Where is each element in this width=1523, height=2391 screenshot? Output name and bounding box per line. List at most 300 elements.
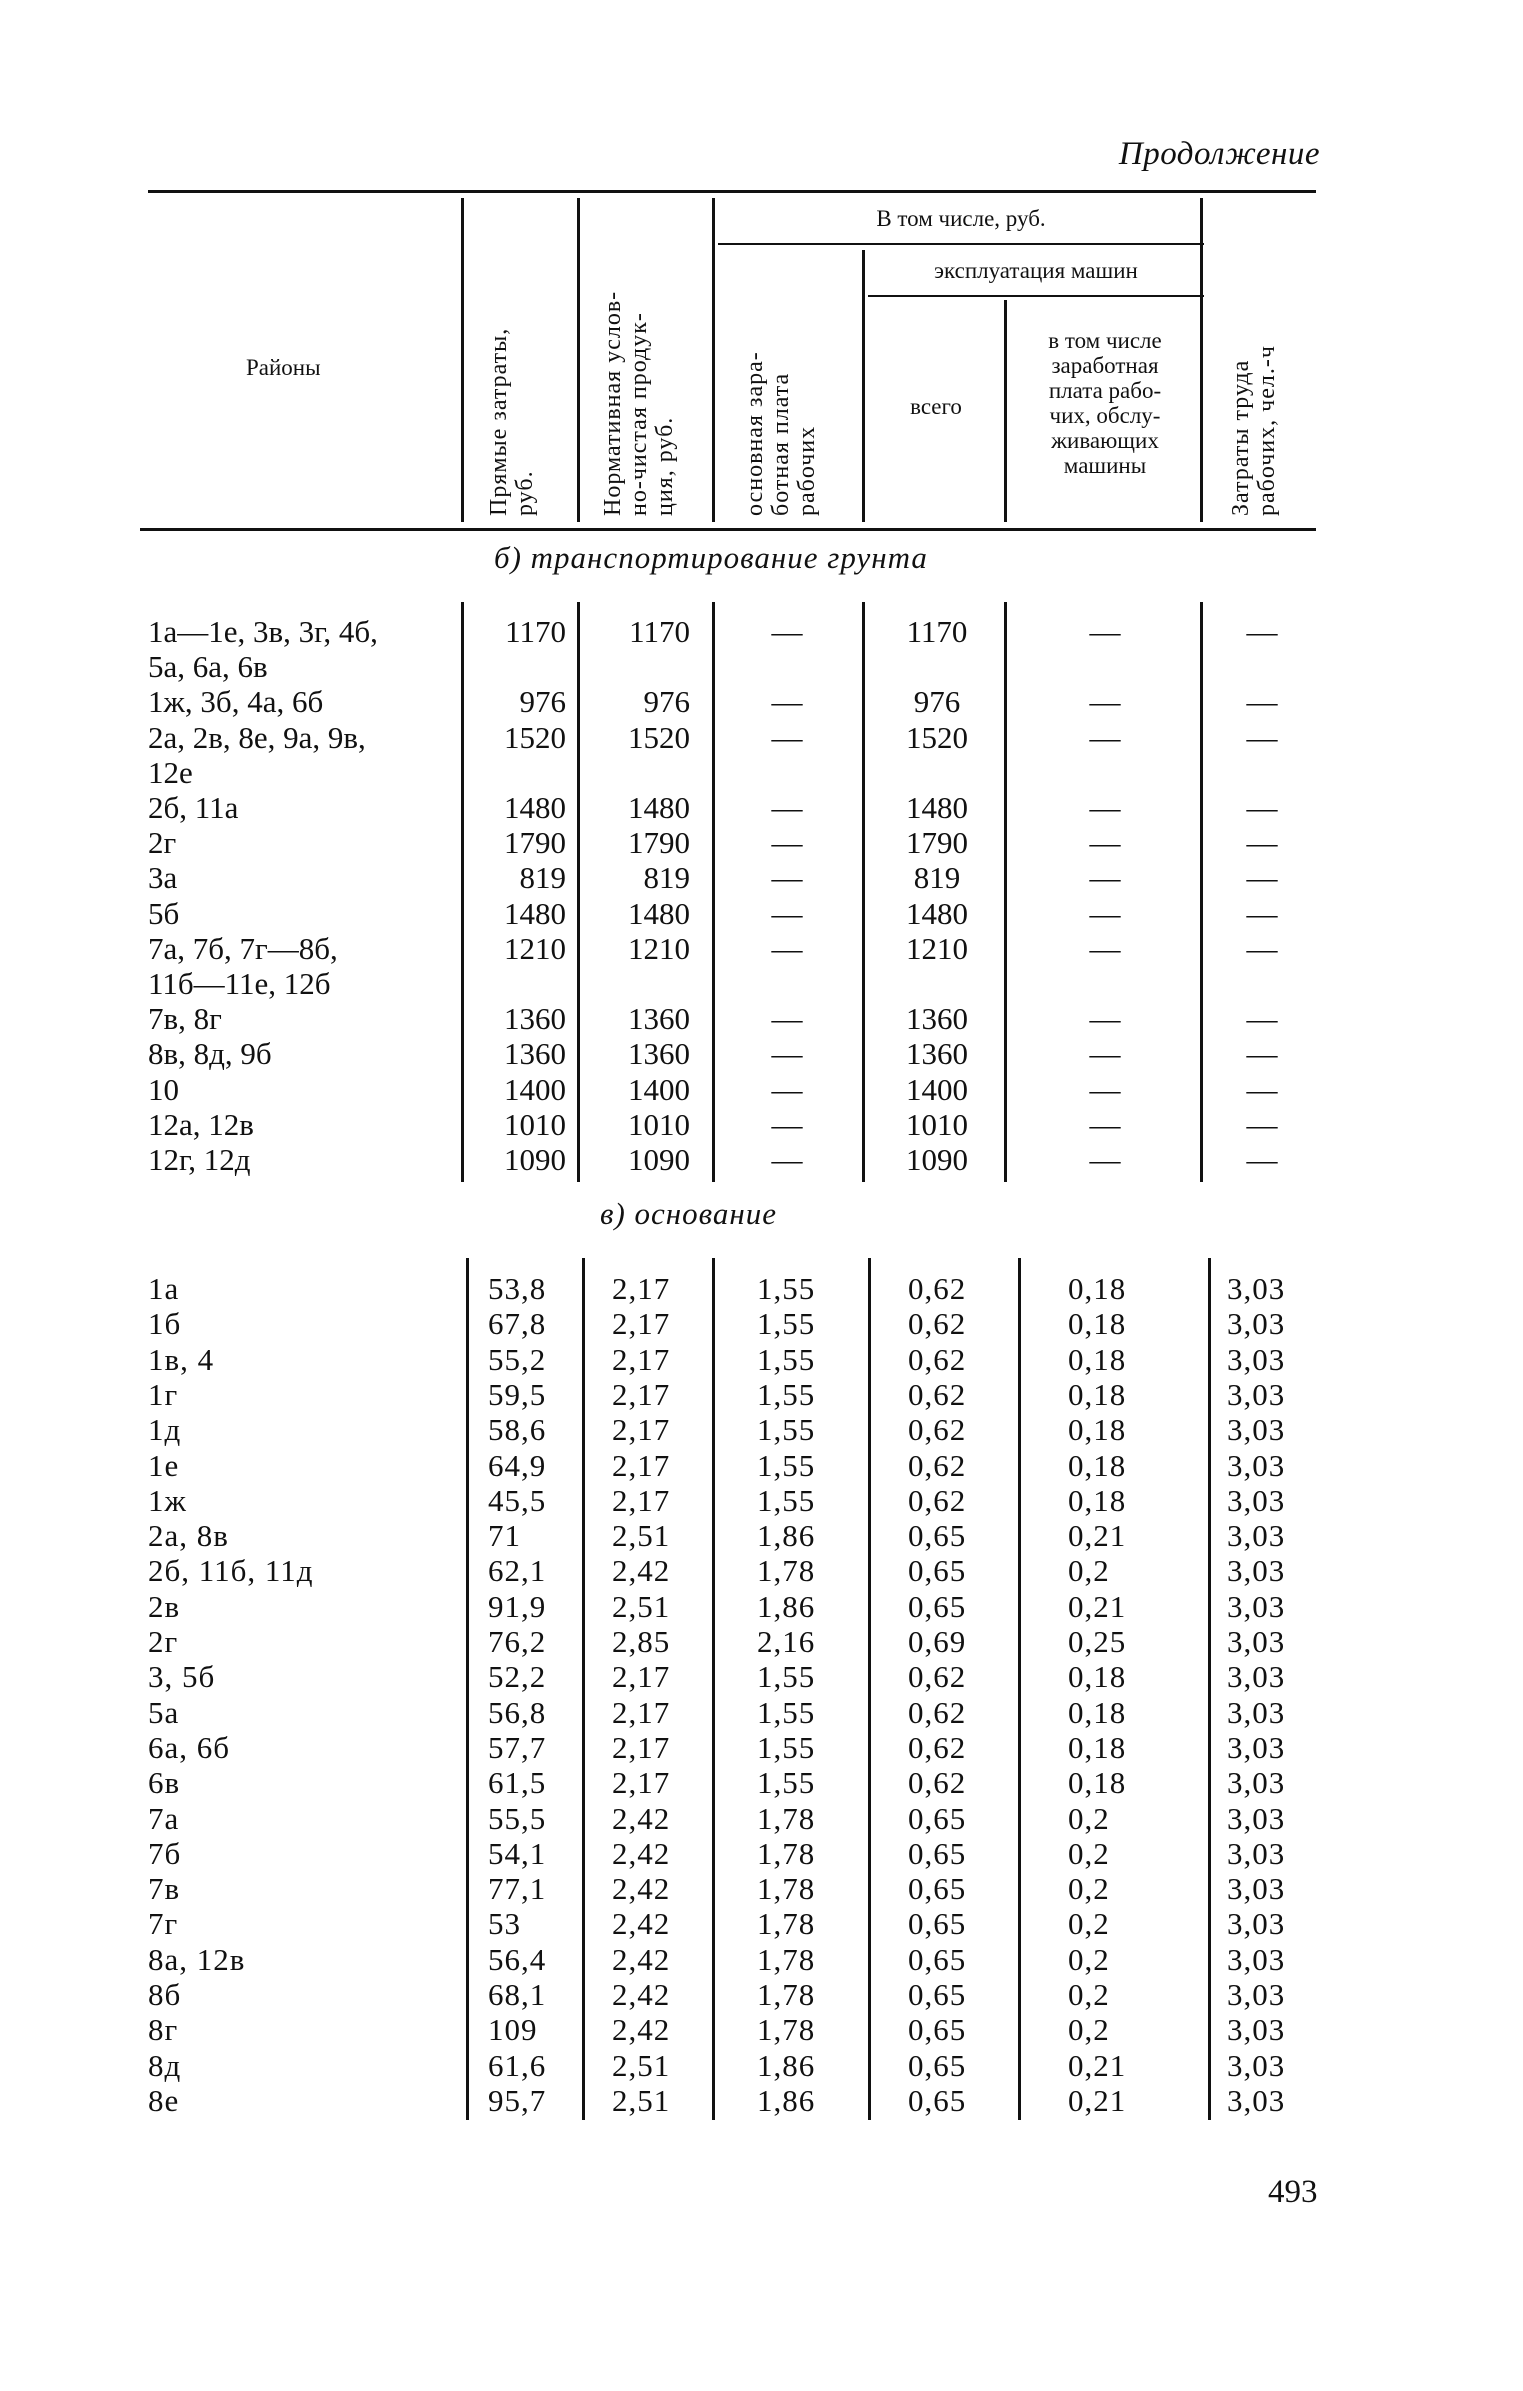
table-row [0,1448,1523,1484]
base-wage-cell: 1,86 [757,2082,816,2118]
normative-production-cell: 1520 [628,719,690,755]
direct-costs-cell: 1400 [504,1071,566,1107]
machine-wage-cell: — [1089,1142,1121,1177]
normative-production-cell: 1360 [628,1001,690,1037]
page-number: 493 [1268,2174,1318,2210]
labor-costs-cell: — [1246,1142,1278,1177]
machine-total-cell: 976 [913,684,961,720]
continued-label: Продолжение [1118,136,1320,172]
header-regions: Районы [246,355,321,380]
region-cell: 2г [148,1624,179,1659]
table-row [0,1765,1523,1801]
base-wage-cell: 1,55 [757,1271,816,1306]
section-b-title: б) транспортирование грунта [494,540,928,575]
region-cell: 2а, 8в [148,1518,229,1554]
normative-production-cell: 1400 [628,1071,690,1107]
normative-production-cell: 2,42 [612,1906,671,1942]
normative-production-cell: 2,17 [612,1306,671,1342]
labor-costs-cell: 3,03 [1227,1376,1286,1412]
region-cell: 2а, 2в, 8е, 9а, 9в, [148,719,366,755]
region-cell: 12а, 12в [148,1106,254,1142]
normative-production-cell: 2,42 [612,2012,671,2048]
normative-production-cell: 2,42 [612,1835,671,1871]
direct-costs-cell: 1170 [505,614,566,649]
direct-costs-cell: 52,2 [488,1659,547,1695]
machine-total-cell: 0,62 [908,1341,967,1377]
region-cell: 7а [148,1800,180,1836]
table-row [0,1342,1523,1378]
normative-production-cell: 1790 [628,825,690,861]
base-wage-cell: 1,55 [757,1765,816,1801]
direct-costs-cell: 1090 [504,1142,566,1177]
table-row [0,1036,1523,1072]
labor-costs-cell: — [1246,614,1278,649]
base-wage-cell: 1,55 [757,1659,816,1695]
table-row [0,1553,1523,1589]
machine-wage-cell: 0,2 [1068,1800,1110,1836]
labor-costs-cell: 3,03 [1227,1835,1286,1871]
table-row [0,860,1523,896]
base-wage-cell: — [771,1142,803,1177]
machine-total-cell: 0,65 [908,2047,967,2083]
machine-total-cell: 1520 [906,719,968,755]
section-v-title: в) основание [600,1196,778,1231]
machine-total-cell: 0,65 [908,1941,967,1977]
region-cell: 1д [148,1412,182,1448]
base-wage-cell: — [771,1036,803,1072]
machine-wage-cell: 0,18 [1068,1765,1127,1801]
machine-total-cell: 0,62 [908,1306,967,1342]
machine-total-cell: 0,65 [908,1588,967,1624]
table-row [0,1942,1523,1978]
machine-total-cell: 0,62 [908,1694,967,1730]
machine-wage-cell: 0,2 [1068,1871,1110,1907]
normative-production-cell: 2,42 [612,1800,671,1836]
labor-costs-cell: 3,03 [1227,2012,1286,2048]
machine-total-cell: 0,65 [908,1835,967,1871]
table-row [0,755,1523,791]
header-separator-4 [862,250,865,522]
table-row [0,1801,1523,1837]
region-cell: 12е [148,754,193,790]
table-row [0,1001,1523,1037]
base-wage-cell: 1,86 [757,1588,816,1624]
normative-production-cell: 2,17 [612,1729,671,1765]
region-cell: 7в [148,1871,181,1907]
machine-wage-cell: 0,21 [1068,2082,1127,2118]
machine-total-cell: 1480 [906,895,968,931]
table-row [0,1377,1523,1413]
normative-production-cell: 2,51 [612,1588,671,1624]
machine-wage-cell: — [1089,614,1121,649]
machine-wage-cell: — [1089,860,1121,896]
normative-production-cell: 2,17 [612,1412,671,1448]
machine-total-cell: 0,65 [908,1553,967,1589]
labor-costs-cell: 3,03 [1227,1271,1286,1306]
region-cell: 10 [148,1071,179,1107]
normative-production-cell: 1170 [629,614,690,649]
labor-costs-cell: — [1246,1071,1278,1107]
machine-total-cell: 1480 [906,790,968,825]
region-cell: 5а, 6а, 6в [148,649,268,685]
header-bottom-rule [140,528,1316,531]
base-wage-cell: 1,78 [757,1800,816,1836]
machine-wage-cell: 0,18 [1068,1412,1127,1448]
machine-wage-cell: — [1089,930,1121,966]
labor-costs-cell: 3,03 [1227,1482,1286,1518]
header-separator-2 [577,198,580,522]
direct-costs-cell: 68,1 [488,1977,547,2012]
region-cell: 8е [148,2082,180,2118]
base-wage-cell: — [771,1106,803,1142]
including-underline [718,243,1204,245]
direct-costs-cell: 71 [488,1518,521,1554]
machine-total-cell: 0,69 [908,1624,967,1659]
base-wage-cell: 1,78 [757,1941,816,1977]
machine-total-cell: 1360 [906,1001,968,1037]
table-row [0,1518,1523,1554]
base-wage-cell: — [771,895,803,931]
labor-costs-cell: — [1246,895,1278,931]
region-cell: 7в, 8г [148,1001,222,1037]
machine-underline [868,295,1204,297]
labor-costs-cell: 3,03 [1227,1729,1286,1765]
region-cell: 12г, 12д [148,1142,251,1177]
base-wage-cell: — [771,790,803,825]
machine-wage-cell: 0,18 [1068,1729,1127,1765]
region-cell: 6а, 6б [148,1729,231,1765]
header-including-wage: в том числе заработная плата рабо- чих, обслу- живающих машины [1048,328,1162,478]
header-separator-3 [712,198,715,522]
direct-costs-cell: 54,1 [488,1835,547,1871]
normative-production-cell: 2,51 [612,1518,671,1554]
table-row [0,1107,1523,1143]
base-wage-cell: 1,55 [757,1341,816,1377]
region-cell: 1ж [148,1482,187,1518]
table-row [0,1977,1523,2013]
table-row [0,614,1523,650]
machine-total-cell: 1210 [906,930,968,966]
machine-wage-cell: 0,18 [1068,1376,1127,1412]
labor-costs-cell: 3,03 [1227,2082,1286,2118]
machine-wage-cell: 0,18 [1068,1659,1127,1695]
base-wage-cell: — [771,684,803,720]
machine-total-cell: 0,62 [908,1271,967,1306]
region-cell: 6в [148,1765,181,1801]
region-cell: 3, 5б [148,1659,216,1695]
labor-costs-cell: — [1246,1001,1278,1037]
base-wage-cell: — [771,860,803,896]
direct-costs-cell: 61,5 [488,1765,547,1801]
region-cell: 8в, 8д, 9б [148,1036,272,1072]
labor-costs-cell: 3,03 [1227,1588,1286,1624]
normative-production-cell: 2,17 [612,1694,671,1730]
table-row [0,684,1523,720]
machine-total-cell: 0,65 [908,1800,967,1836]
normative-production-cell: 1480 [628,790,690,825]
header-direct-costs: Прямые затраты, руб. [486,327,538,516]
header-total: всего [910,394,962,419]
direct-costs-cell: 77,1 [488,1871,547,1907]
machine-total-cell: 1010 [906,1106,968,1142]
base-wage-cell: — [771,719,803,755]
region-cell: 11б—11е, 12б [148,966,331,1001]
region-cell: 2в [148,1588,181,1624]
normative-production-cell: 2,51 [612,2082,671,2118]
table-row [0,1412,1523,1448]
base-wage-cell: 1,78 [757,1906,816,1942]
base-wage-cell: 1,78 [757,1977,816,2012]
normative-production-cell: 2,42 [612,1941,671,1977]
direct-costs-cell: 91,9 [488,1588,547,1624]
base-wage-cell: 1,78 [757,2012,816,2048]
machine-wage-cell: — [1089,684,1121,720]
normative-production-cell: 1090 [628,1142,690,1177]
base-wage-cell: 1,55 [757,1412,816,1448]
base-wage-cell: 1,78 [757,1871,816,1907]
machine-total-cell: 1400 [906,1071,968,1107]
table-row [0,1072,1523,1108]
machine-wage-cell: — [1089,825,1121,861]
base-wage-cell: 1,78 [757,1835,816,1871]
normative-production-cell: 2,42 [612,1871,671,1907]
table-row [0,2012,1523,2048]
region-cell: 7а, 7б, 7г—8б, [148,930,338,966]
normative-production-cell: 2,17 [612,1376,671,1412]
labor-costs-cell: 3,03 [1227,1447,1286,1483]
table-row [0,1836,1523,1872]
direct-costs-cell: 1360 [504,1001,566,1037]
labor-costs-cell: — [1246,719,1278,755]
machine-wage-cell: — [1089,1106,1121,1142]
machine-wage-cell: 0,21 [1068,1588,1127,1624]
direct-costs-cell: 1480 [504,895,566,931]
normative-production-cell: 2,17 [612,1447,671,1483]
machine-total-cell: 0,62 [908,1765,967,1801]
machine-wage-cell: 0,21 [1068,2047,1127,2083]
normative-production-cell: 2,17 [612,1659,671,1695]
machine-total-cell: 0,65 [908,1518,967,1554]
direct-costs-cell: 62,1 [488,1553,547,1589]
labor-costs-cell: 3,03 [1227,1306,1286,1342]
direct-costs-cell: 1210 [504,930,566,966]
region-cell: 8а, 12в [148,1941,246,1977]
normative-production-cell: 2,42 [612,1977,671,2012]
normative-production-cell: 976 [643,684,690,720]
labor-costs-cell: — [1246,825,1278,861]
direct-costs-cell: 55,2 [488,1341,547,1377]
base-wage-cell: — [771,614,803,649]
direct-costs-cell: 59,5 [488,1376,547,1412]
machine-wage-cell: 0,2 [1068,2012,1110,2048]
machine-total-cell: 0,65 [908,1906,967,1942]
normative-production-cell: 1360 [628,1036,690,1072]
labor-costs-cell: 3,03 [1227,1694,1286,1730]
machine-wage-cell: — [1089,1001,1121,1037]
normative-production-cell: 819 [643,860,690,896]
base-wage-cell: 1,78 [757,1553,816,1589]
machine-total-cell: 0,62 [908,1412,967,1448]
labor-costs-cell: 3,03 [1227,1871,1286,1907]
region-cell: 7г [148,1906,179,1942]
table-row [0,1906,1523,1942]
base-wage-cell: 1,55 [757,1729,816,1765]
labor-costs-cell: 3,03 [1227,1553,1286,1589]
table-row [0,1871,1523,1907]
region-cell: 8г [148,2012,179,2048]
labor-costs-cell: 3,03 [1227,1624,1286,1659]
machine-wage-cell: — [1089,719,1121,755]
direct-costs-cell: 1010 [504,1106,566,1142]
table-row [0,931,1523,967]
region-cell: 1а—1е, 3в, 3г, 4б, [148,614,378,649]
base-wage-cell: 1,55 [757,1376,816,1412]
labor-costs-cell: — [1246,684,1278,720]
table-row [0,825,1523,861]
machine-wage-cell: 0,2 [1068,1977,1110,2012]
machine-total-cell: 0,62 [908,1659,967,1695]
region-cell: 2г [148,825,177,861]
base-wage-cell: 1,86 [757,1518,816,1554]
machine-wage-cell: 0,2 [1068,1553,1110,1589]
region-cell: 2б, 11а [148,790,239,825]
header-machine-operation: эксплуатация машин [934,258,1138,283]
machine-total-cell: 0,62 [908,1482,967,1518]
header-separator-1 [461,198,464,522]
machine-total-cell: 1360 [906,1036,968,1072]
machine-total-cell: 0,65 [908,2082,967,2118]
base-wage-cell: — [771,1001,803,1037]
base-wage-cell: 1,86 [757,2047,816,2083]
region-cell: 3а [148,860,178,896]
labor-costs-cell: 3,03 [1227,1765,1286,1801]
region-cell: 5а [148,1694,180,1730]
region-cell: 1е [148,1447,180,1483]
labor-costs-cell: — [1246,860,1278,896]
machine-total-cell: 0,62 [908,1376,967,1412]
normative-production-cell: 2,51 [612,2047,671,2083]
header-normative-production: Нормативная услов- но-чистая продук- ция, руб. [600,290,678,516]
machine-total-cell: 1090 [906,1142,968,1177]
labor-costs-cell: 3,03 [1227,1800,1286,1836]
region-cell: 8б [148,1977,182,2012]
labor-costs-cell: 3,03 [1227,1341,1286,1377]
machine-wage-cell: 0,18 [1068,1271,1127,1306]
direct-costs-cell: 95,7 [488,2082,547,2118]
direct-costs-cell: 57,7 [488,1729,547,1765]
region-cell: 1г [148,1376,179,1412]
machine-total-cell: 0,62 [908,1729,967,1765]
machine-wage-cell: 0,18 [1068,1482,1127,1518]
machine-total-cell: 1170 [906,614,968,649]
direct-costs-cell: 1520 [504,719,566,755]
region-cell: 2б, 11б, 11д [148,1553,314,1589]
normative-production-cell: 1010 [628,1106,690,1142]
machine-wage-cell: 0,21 [1068,1518,1127,1554]
normative-production-cell: 2,17 [612,1271,671,1306]
machine-wage-cell: 0,18 [1068,1694,1127,1730]
base-wage-cell: — [771,825,803,861]
base-wage-cell: — [771,1071,803,1107]
machine-wage-cell: 0,2 [1068,1941,1110,1977]
table-row [0,896,1523,932]
machine-wage-cell: 0,25 [1068,1624,1127,1659]
machine-total-cell: 0,62 [908,1447,967,1483]
region-cell: 1ж, 3б, 4а, 6б [148,684,324,720]
labor-costs-cell: — [1246,790,1278,825]
labor-costs-cell: 3,03 [1227,1412,1286,1448]
direct-costs-cell: 56,4 [488,1941,547,1977]
base-wage-cell: 1,55 [757,1482,816,1518]
table-row [0,649,1523,685]
table-row [0,720,1523,756]
direct-costs-cell: 56,8 [488,1694,547,1730]
machine-total-cell: 1790 [906,825,968,861]
labor-costs-cell: 3,03 [1227,1977,1286,2012]
labor-costs-cell: 3,03 [1227,2047,1286,2083]
machine-wage-cell: 0,18 [1068,1341,1127,1377]
direct-costs-cell: 819 [519,860,566,896]
base-wage-cell: 2,16 [757,1624,816,1659]
machine-wage-cell: 0,2 [1068,1906,1110,1942]
region-cell: 5б [148,895,180,931]
machine-wage-cell: 0,18 [1068,1447,1127,1483]
direct-costs-cell: 1360 [504,1036,566,1072]
base-wage-cell: — [771,930,803,966]
labor-costs-cell: — [1246,1036,1278,1072]
labor-costs-cell: 3,03 [1227,1518,1286,1554]
machine-total-cell: 0,65 [908,1977,967,2012]
machine-wage-cell: — [1089,1036,1121,1072]
machine-wage-cell: — [1089,790,1121,825]
table-row [0,1659,1523,1695]
normative-production-cell: 2,17 [612,1341,671,1377]
header-top-rule [148,190,1316,193]
direct-costs-cell: 55,5 [488,1800,547,1836]
region-cell: 1а [148,1271,180,1306]
direct-costs-cell: 53 [488,1906,521,1942]
labor-costs-cell: — [1246,1106,1278,1142]
normative-production-cell: 1480 [628,895,690,931]
direct-costs-cell: 109 [488,2012,538,2048]
normative-production-cell: 2,42 [612,1553,671,1589]
table-row [0,1730,1523,1766]
direct-costs-cell: 53,8 [488,1271,547,1306]
table-row [0,1271,1523,1307]
table-row [0,1695,1523,1731]
base-wage-cell: 1,55 [757,1694,816,1730]
header-base-wage: основная зара- ботная плата рабочих [742,351,820,516]
table-row [0,966,1523,1002]
table-row [0,1306,1523,1342]
table-row [0,790,1523,826]
direct-costs-cell: 64,9 [488,1447,547,1483]
normative-production-cell: 2,17 [612,1482,671,1518]
direct-costs-cell: 61,6 [488,2047,547,2083]
machine-wage-cell: — [1089,1071,1121,1107]
direct-costs-cell: 45,5 [488,1482,547,1518]
direct-costs-cell: 1790 [504,825,566,861]
table-row [0,1624,1523,1660]
machine-wage-cell: — [1089,895,1121,931]
region-cell: 7б [148,1835,182,1871]
labor-costs-cell: 3,03 [1227,1659,1286,1695]
table-row [0,1589,1523,1625]
machine-wage-cell: 0,18 [1068,1306,1127,1342]
table-row [0,2048,1523,2084]
normative-production-cell: 2,85 [612,1624,671,1659]
table-row [0,1483,1523,1519]
